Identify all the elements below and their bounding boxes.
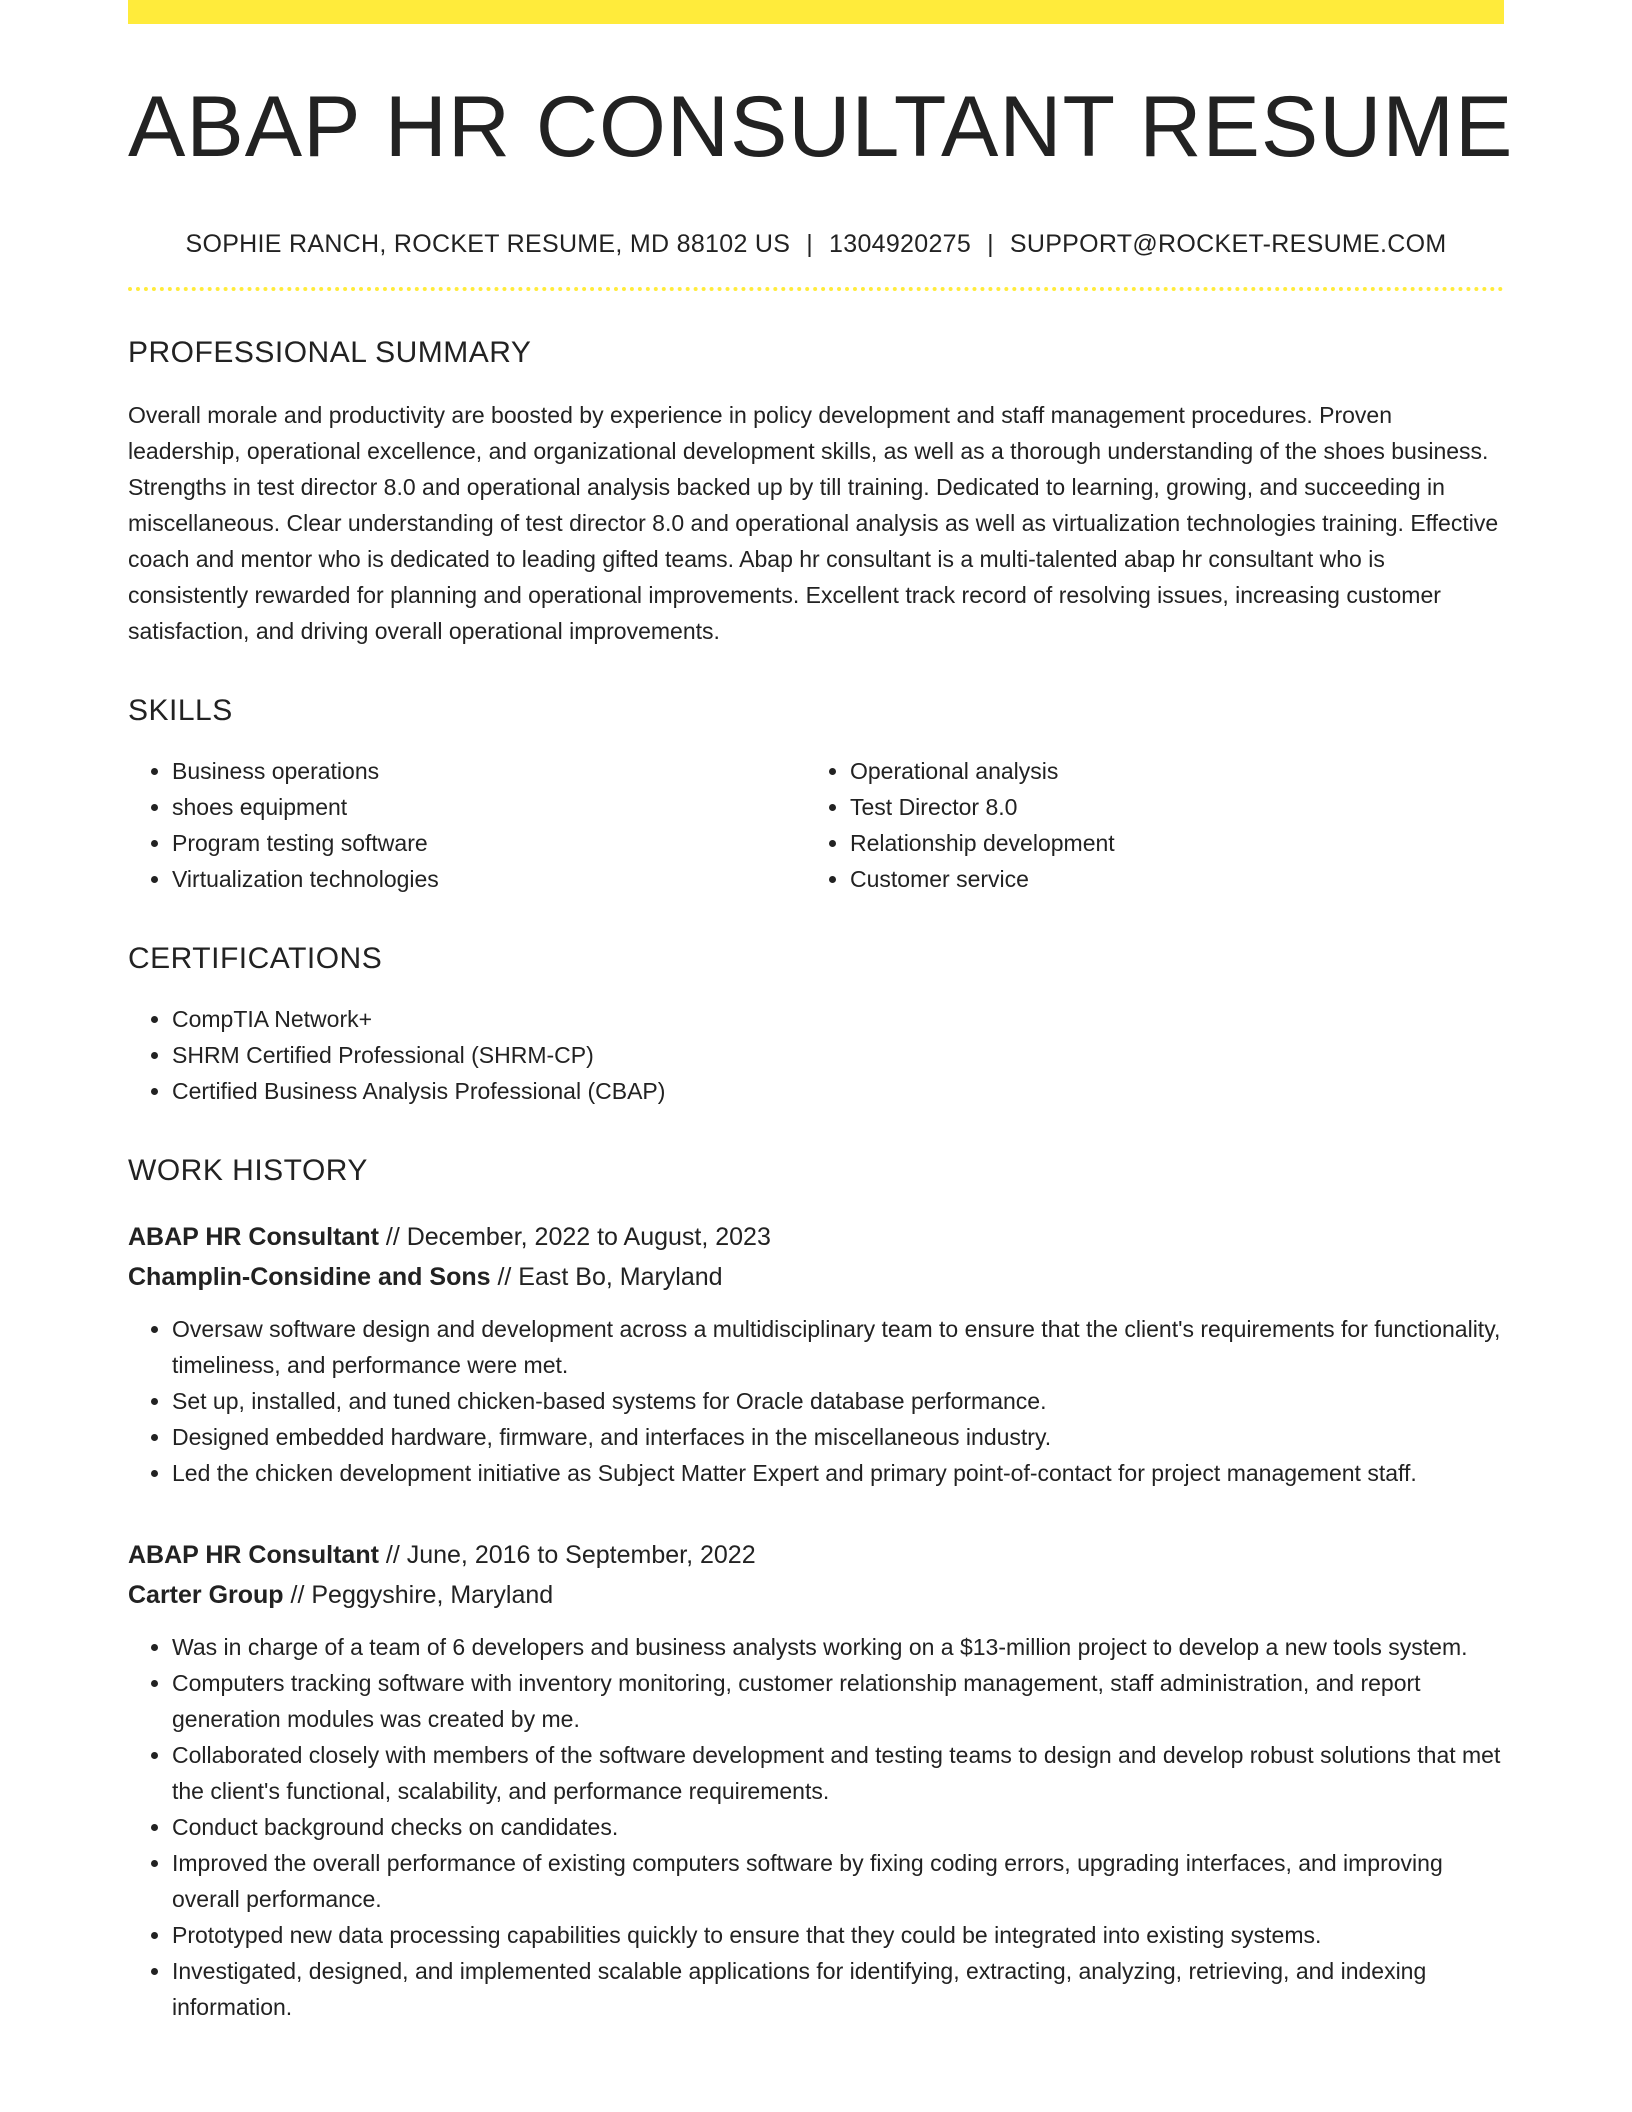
section-heading-certifications: CERTIFICATIONS bbox=[128, 942, 383, 976]
certification-item: • Certified Business Analysis Professional (CBAP) bbox=[172, 1073, 1504, 1109]
section-heading-summary: PROFESSIONAL SUMMARY bbox=[128, 336, 532, 370]
summary-text: Overall morale and productivity are boosted by experience in policy development and staff management procedures. Proven leadership, operational excellence, and organizational development skills, as well as a thorough understanding of the shoes business. Strengths in test director 8.0 and operational analysis backed up by till training. Dedicated to learning, growing, and succeeding in miscellaneous. Clear understanding of test director 8.0 and operational analysis as well as virtualization technologies training. Effective coach and mentor who is dedicated to leading gifted teams. Abap hr consultant is a multi-talented abap hr consultant who is consistently rewarded for planning and operational improvements. Excellent track record of resolving issues, increasing customer satisfaction, and driving overall operational improvements. bbox=[128, 402, 1499, 645]
job-bullets bbox=[128, 1629, 1504, 2025]
certifications-section bbox=[128, 941, 1504, 1109]
job-role: ABAP HR Consultant bbox=[128, 1223, 379, 1252]
skills-section bbox=[128, 693, 1504, 897]
job-bullet: • Was in charge of a team of 6 developers and business analysts working on a $13-million project to develop a new tools system. bbox=[172, 1629, 1504, 1665]
contact-phone[interactable]: 1304920275 bbox=[829, 230, 972, 259]
contact-separator: | bbox=[987, 230, 994, 259]
job-role-line bbox=[128, 1535, 1504, 1575]
skill-item: • Business operations bbox=[172, 753, 806, 789]
job-company: Champlin-Considine and Sons bbox=[128, 1263, 491, 1292]
contact-line bbox=[128, 230, 1504, 259]
resume-page bbox=[128, 0, 1514, 2025]
job-bullet: • Prototyped new data processing capabilities quickly to ensure that they could be integrated into existing systems. bbox=[172, 1917, 1504, 1953]
job-entry bbox=[128, 1217, 1504, 1491]
skill-item: • Program testing software bbox=[172, 825, 806, 861]
professional-summary-section bbox=[128, 335, 1504, 649]
job-company-line bbox=[128, 1257, 1504, 1297]
job-bullet: • Designed embedded hardware, firmware, and interfaces in the miscellaneous industry. bbox=[172, 1419, 1504, 1455]
job-location: // East Bo, Maryland bbox=[490, 1263, 723, 1292]
job-bullet: • Collaborated closely with members of the software development and testing teams to design and develop robust solutions that met the client's functional, scalability, and performance requirements. bbox=[172, 1737, 1504, 1809]
skills-list-right bbox=[806, 753, 1484, 897]
job-role: ABAP HR Consultant bbox=[128, 1541, 379, 1570]
certifications-list bbox=[128, 1001, 1504, 1109]
job-company: Carter Group bbox=[128, 1581, 284, 1610]
section-heading-work-history: WORK HISTORY bbox=[128, 1154, 368, 1188]
skill-item: • Customer service bbox=[850, 861, 1484, 897]
skill-item: • Virtualization technologies bbox=[172, 861, 806, 897]
job-entry bbox=[128, 1535, 1504, 2025]
job-bullet: • Investigated, designed, and implemented scalable applications for identifying, extracting, analyzing, retrieving, and indexing information. bbox=[172, 1953, 1504, 2025]
certification-item: • SHRM Certified Professional (SHRM-CP) bbox=[172, 1037, 1504, 1073]
job-bullet: • Computers tracking software with inventory monitoring, customer relationship management, staff administration, and report generation modules was created by me. bbox=[172, 1665, 1504, 1737]
job-company-line bbox=[128, 1575, 1504, 1615]
job-role-line bbox=[128, 1217, 1504, 1257]
job-bullet: • Conduct background checks on candidates. bbox=[172, 1809, 1504, 1845]
skills-grid bbox=[128, 753, 1504, 897]
contact-separator: | bbox=[806, 230, 814, 259]
job-bullet: • Set up, installed, and tuned chicken-based systems for Oracle database performance. bbox=[172, 1383, 1504, 1419]
section-heading-skills: SKILLS bbox=[128, 694, 233, 728]
skill-item: • Relationship development bbox=[850, 825, 1484, 861]
job-bullet: • Improved the overall performance of existing computers software by fixing coding errors, upgrading interfaces, and improving overall performance. bbox=[172, 1845, 1504, 1917]
skill-item: • Test Director 8.0 bbox=[850, 789, 1484, 825]
dotted-divider bbox=[128, 287, 1504, 291]
work-history-section bbox=[128, 1153, 1504, 2025]
contact-email[interactable]: SUPPORT@ROCKET-RESUME.COM bbox=[1009, 230, 1447, 259]
certification-item: • CompTIA Network+ bbox=[172, 1001, 1504, 1037]
skill-item: • Operational analysis bbox=[850, 753, 1484, 789]
skills-list-left bbox=[128, 753, 806, 897]
contact-address: SOPHIE RANCH, ROCKET RESUME, MD 88102 US bbox=[185, 230, 791, 259]
job-dates: // June, 2016 to September, 2022 bbox=[378, 1541, 756, 1570]
job-bullet: • Led the chicken development initiative as Subject Matter Expert and primary point-of-contact for project management staff. bbox=[172, 1455, 1504, 1491]
skill-item: • shoes equipment bbox=[172, 789, 806, 825]
job-bullets bbox=[128, 1311, 1504, 1491]
job-location: // Peggyshire, Maryland bbox=[283, 1581, 554, 1610]
job-dates: // December, 2022 to August, 2023 bbox=[378, 1223, 771, 1252]
accent-bar bbox=[128, 0, 1504, 24]
resume-title: ABAP HR CONSULTANT RESUME bbox=[128, 79, 1514, 175]
job-bullet: • Oversaw software design and development across a multidisciplinary team to ensure that the client's requirements for functionality, timeliness, and performance were met. bbox=[172, 1311, 1504, 1383]
